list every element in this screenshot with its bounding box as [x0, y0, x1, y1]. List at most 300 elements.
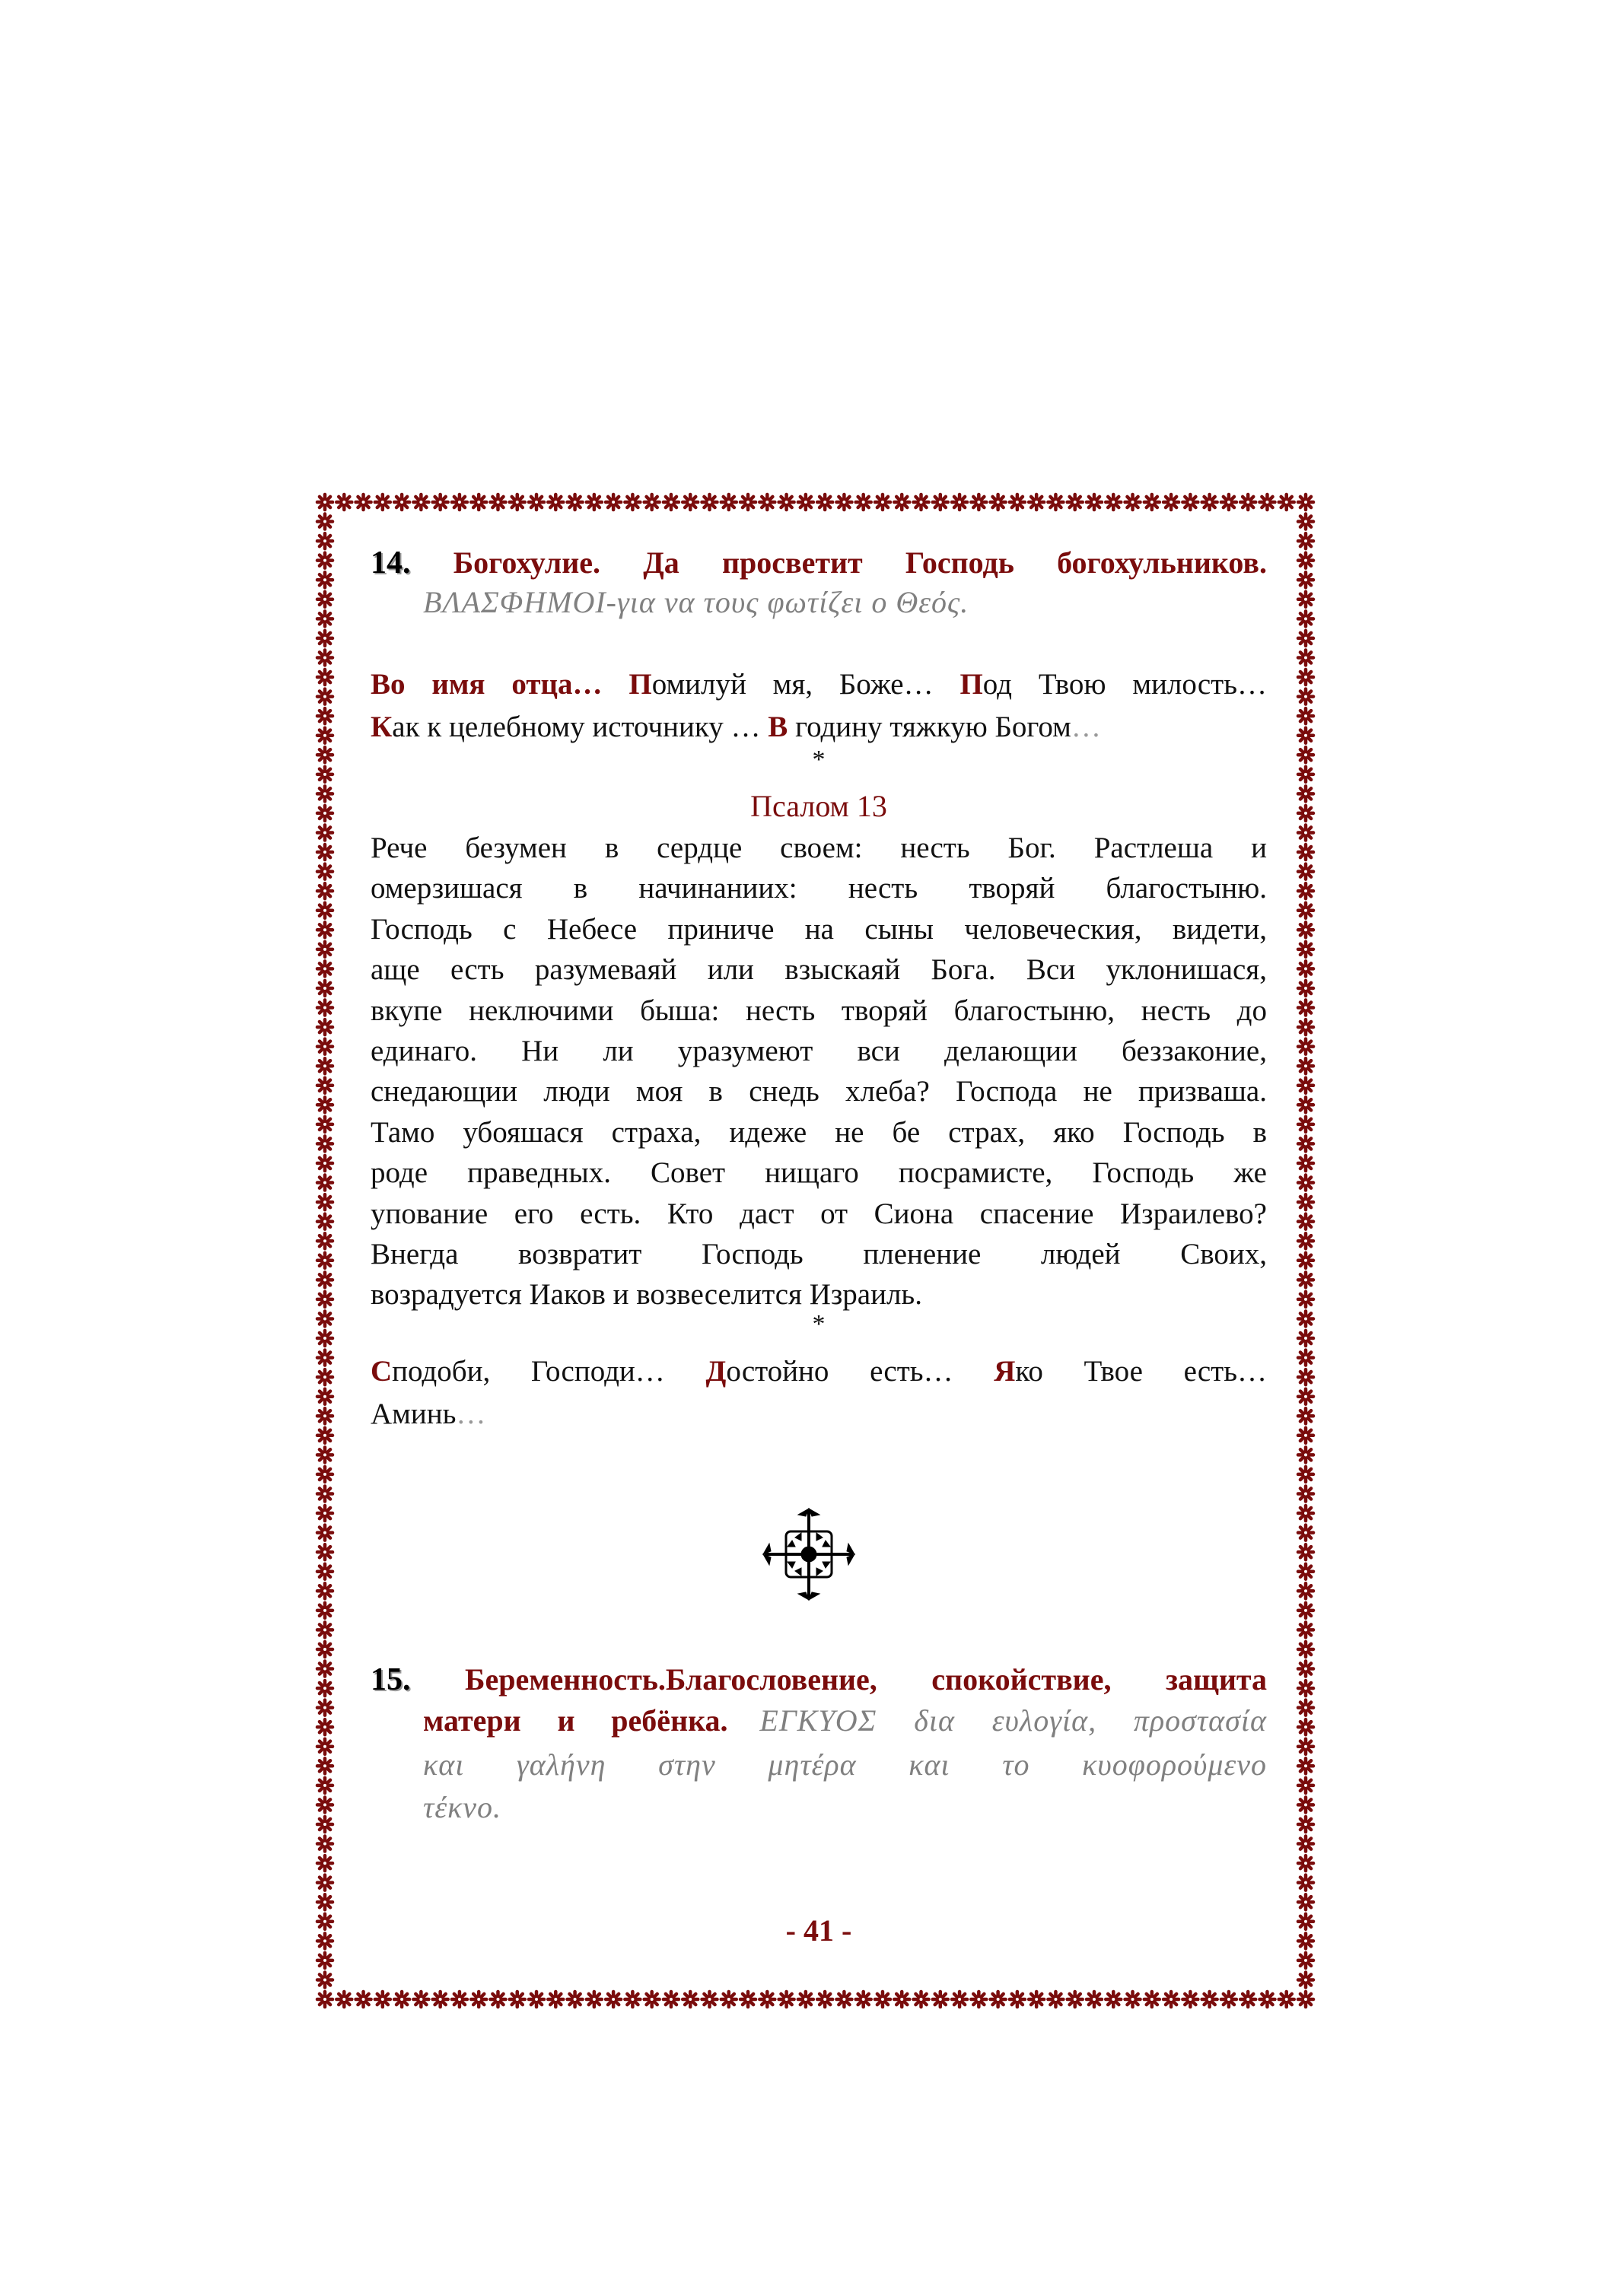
asterisk-icon [625, 494, 640, 510]
asterisk-icon [721, 1992, 737, 2007]
asterisk-icon [1298, 1428, 1313, 1443]
asterisk-icon [317, 1039, 333, 1054]
floral-cross-ornament-icon [761, 1506, 857, 1602]
asterisk-icon [1298, 942, 1313, 957]
asterisk-icon [721, 494, 737, 510]
asterisk-icon [317, 1233, 333, 1248]
asterisk-icon [548, 1992, 563, 2007]
greek-subtitle-line-4: τέκνο. [423, 1790, 502, 1824]
red-initial: Я [994, 1355, 1016, 1388]
asterisk-icon [317, 1914, 333, 1929]
asterisk-icon [317, 1486, 333, 1501]
separator-asterisk: * [812, 1310, 826, 1338]
asterisk-icon [1298, 1311, 1313, 1326]
text-segment: … [456, 1398, 486, 1430]
asterisk-icon [875, 1992, 890, 2007]
asterisk-icon [1182, 494, 1198, 510]
section-15-heading: 15. Беременность.Благословение, спокойствие, защита [371, 1662, 1268, 1697]
greek-subtitle-line-3: και γαλήνη στην μητέρα και το κυοφορούμενο [423, 1747, 1267, 1782]
asterisk-icon [1298, 747, 1313, 762]
section-14-heading: 14. Богохулие. Да просветит Господь богохульников. [371, 545, 1268, 580]
asterisk-icon [317, 1797, 333, 1812]
closing-line [371, 1394, 1267, 1435]
asterisk-icon [317, 1817, 333, 1832]
asterisk-icon [548, 494, 563, 510]
asterisk-icon [317, 922, 333, 937]
asterisk-icon [1087, 494, 1102, 510]
text-segment: остойно есть… [726, 1355, 994, 1388]
asterisk-icon [1298, 1856, 1313, 1871]
red-initial: Д [705, 1355, 727, 1388]
asterisk-icon [1298, 1583, 1313, 1598]
asterisk-icon [1298, 1817, 1313, 1832]
asterisk-icon [1298, 1331, 1313, 1346]
asterisk-icon [1298, 572, 1313, 587]
asterisk-icon [1298, 767, 1313, 782]
asterisk-icon [1298, 1272, 1313, 1287]
asterisk-icon [1298, 1603, 1313, 1618]
asterisk-icon [1182, 1992, 1198, 2007]
asterisk-icon [952, 1992, 967, 2007]
asterisk-icon [1298, 708, 1313, 723]
asterisk-icon [606, 1992, 621, 2007]
asterisk-icon [817, 1992, 832, 2007]
asterisk-icon [317, 1350, 333, 1366]
asterisk-icon [952, 494, 967, 510]
asterisk-icon [1298, 1836, 1313, 1852]
asterisk-icon [587, 1992, 602, 2007]
asterisk-icon [317, 1894, 333, 1910]
asterisk-icon [894, 1992, 909, 2007]
asterisk-icon [1010, 1992, 1025, 2007]
asterisk-icon [317, 1194, 333, 1210]
asterisk-icon [1298, 1292, 1313, 1307]
asterisk-icon [875, 494, 890, 510]
asterisk-icon [1298, 1233, 1313, 1248]
asterisk-icon [1029, 494, 1044, 510]
asterisk-icon [317, 1953, 333, 1968]
asterisk-icon [471, 1992, 486, 2007]
asterisk-icon [1298, 981, 1313, 996]
asterisk-icon [856, 1992, 871, 2007]
asterisk-icon [317, 1544, 333, 1560]
asterisk-icon [1298, 611, 1313, 626]
asterisk-icon [1298, 1700, 1313, 1716]
asterisk-icon [759, 1992, 775, 2007]
asterisk-icon [317, 1117, 333, 1132]
asterisk-icon [356, 494, 371, 510]
asterisk-icon [1259, 494, 1275, 510]
asterisk-icon [1202, 494, 1217, 510]
asterisk-icon [971, 1992, 986, 2007]
asterisk-icon [317, 1972, 333, 1987]
asterisk-icon [1298, 1758, 1313, 1773]
asterisk-icon [1298, 1117, 1313, 1132]
asterisk-icon [1298, 1797, 1313, 1812]
asterisk-icon [664, 1992, 679, 2007]
asterisk-icon [1298, 1933, 1313, 1948]
asterisk-icon [317, 631, 333, 646]
text-segment: ак к целебному источнику … [392, 711, 769, 743]
psalm-line: Рече безумен в сердце своем: несть Бог. Растлеша и [371, 832, 1267, 864]
asterisk-icon [1298, 1039, 1313, 1054]
asterisk-icon [394, 1992, 409, 2007]
asterisk-icon [317, 1292, 333, 1307]
asterisk-icon [317, 1992, 333, 2007]
asterisk-icon [317, 1933, 333, 1948]
asterisk-icon [452, 1992, 467, 2007]
asterisk-icon [433, 494, 448, 510]
asterisk-icon [1298, 494, 1313, 510]
asterisk-icon [1259, 1992, 1275, 2007]
asterisk-icon [664, 494, 679, 510]
asterisk-icon [1298, 961, 1313, 976]
asterisk-icon [1279, 494, 1294, 510]
asterisk-icon [1298, 1486, 1313, 1501]
asterisk-icon [336, 494, 352, 510]
asterisk-icon [1298, 650, 1313, 665]
intro-line [371, 707, 1267, 748]
asterisk-icon [1087, 1992, 1102, 2007]
asterisk-icon [317, 553, 333, 568]
red-initial: С [371, 1355, 393, 1388]
asterisk-icon [317, 572, 333, 587]
asterisk-icon [914, 494, 929, 510]
text-segment: од Твою милость… [982, 668, 1267, 701]
asterisk-icon [452, 494, 467, 510]
psalm-line: омерзишася в начинаниих: несть творяй благостыню. [371, 872, 1267, 905]
asterisk-icon [317, 1000, 333, 1016]
asterisk-icon [817, 494, 832, 510]
asterisk-icon [1298, 1778, 1313, 1793]
asterisk-icon [317, 844, 333, 860]
asterisk-icon [471, 494, 486, 510]
asterisk-icon [1298, 533, 1313, 549]
asterisk-icon [317, 1156, 333, 1171]
asterisk-icon [317, 1856, 333, 1871]
asterisk-icon [317, 1369, 333, 1385]
intro-line [371, 664, 1267, 705]
asterisk-icon [1298, 922, 1313, 937]
page-number: - 41 - [785, 1913, 852, 1948]
asterisk-icon [317, 942, 333, 957]
asterisk-icon [933, 1992, 948, 2007]
asterisk-icon [317, 961, 333, 976]
asterisk-icon [317, 1428, 333, 1443]
asterisk-icon [317, 650, 333, 665]
asterisk-icon [490, 494, 505, 510]
section-number: 15 [371, 1662, 403, 1697]
asterisk-icon [1125, 494, 1141, 510]
asterisk-icon [568, 494, 583, 510]
asterisk-icon [317, 1506, 333, 1521]
asterisk-icon [317, 1019, 333, 1035]
psalm-line: снедающии люди моя в снедь хлеба? Господа не призваша. [371, 1075, 1267, 1108]
asterisk-icon [1298, 1408, 1313, 1423]
asterisk-icon [971, 494, 986, 510]
asterisk-icon [1298, 1894, 1313, 1910]
asterisk-icon [1298, 1019, 1313, 1035]
asterisk-icon [317, 883, 333, 898]
asterisk-icon [779, 1992, 794, 2007]
asterisk-icon [1298, 786, 1313, 801]
asterisk-icon [1298, 689, 1313, 704]
psalm-title: Псалом 13 [750, 789, 887, 823]
asterisk-icon [375, 494, 390, 510]
text-segment [602, 668, 629, 701]
section-title-line-2: матери и ребёнка. [423, 1703, 728, 1738]
asterisk-icon [1298, 1253, 1313, 1268]
asterisk-icon [317, 728, 333, 743]
asterisk-icon [433, 1992, 448, 2007]
asterisk-icon [317, 592, 333, 607]
asterisk-icon [317, 1097, 333, 1112]
asterisk-icon [1298, 631, 1313, 646]
asterisk-icon [798, 494, 813, 510]
asterisk-icon [1298, 592, 1313, 607]
asterisk-icon [1298, 806, 1313, 821]
asterisk-icon [317, 1331, 333, 1346]
asterisk-icon [317, 1642, 333, 1657]
asterisk-icon [317, 767, 333, 782]
asterisk-icon [413, 1992, 428, 2007]
asterisk-icon [1298, 1992, 1313, 2007]
asterisk-icon [1298, 1972, 1313, 1987]
text-segment: подоби, Господи… [392, 1355, 706, 1388]
asterisk-icon [317, 1525, 333, 1541]
asterisk-icon [317, 1603, 333, 1618]
greek-subtitle: ΕΓΚΥΟΣ δια ευλογία, προστασία [759, 1703, 1268, 1738]
asterisk-icon [317, 1311, 333, 1326]
psalm-line: единаго. Ни ли уразумеют вси делающии беззаконие, [371, 1035, 1267, 1067]
asterisk-icon [1298, 1662, 1313, 1677]
asterisk-icon [1298, 1214, 1313, 1229]
section-title: Богохулие. Да просветит Господь богохульников. [453, 545, 1268, 580]
asterisk-icon [1298, 1078, 1313, 1093]
asterisk-icon [740, 494, 756, 510]
asterisk-icon [317, 1700, 333, 1716]
asterisk-icon [1163, 1992, 1179, 2007]
asterisk-icon [1298, 1739, 1313, 1754]
asterisk-icon [606, 494, 621, 510]
asterisk-icon [317, 786, 333, 801]
asterisk-icon [1202, 1992, 1217, 2007]
asterisk-icon [317, 903, 333, 918]
asterisk-icon [1298, 1953, 1313, 1968]
asterisk-icon [1240, 494, 1255, 510]
asterisk-icon [644, 494, 660, 510]
asterisk-icon [1298, 1564, 1313, 1579]
asterisk-icon [1298, 825, 1313, 840]
asterisk-icon [779, 494, 794, 510]
psalm-line: упование его есть. Кто даст от Сиона спасение Израилево? [371, 1197, 1267, 1230]
asterisk-icon [317, 1253, 333, 1268]
asterisk-icon [1298, 1875, 1313, 1891]
asterisk-icon [740, 1992, 756, 2007]
asterisk-icon [1298, 1194, 1313, 1210]
asterisk-icon [317, 1389, 333, 1404]
asterisk-icon [836, 494, 851, 510]
asterisk-icon [1298, 1058, 1313, 1073]
asterisk-icon [1298, 553, 1313, 568]
asterisk-icon [1144, 1992, 1160, 2007]
asterisk-icon [1298, 1000, 1313, 1016]
red-initial: К [371, 711, 393, 743]
asterisk-icon [1298, 1467, 1313, 1482]
asterisk-icon [317, 1662, 333, 1677]
asterisk-icon [317, 1758, 333, 1773]
asterisk-icon [394, 494, 409, 510]
text-segment: годину тяжкую Богом [788, 711, 1071, 743]
psalm-line: роде праведных. Совет нищаго посрамисте, Господь же [371, 1156, 1267, 1190]
asterisk-icon [1298, 669, 1313, 685]
asterisk-icon [317, 747, 333, 762]
asterisk-icon [683, 1992, 698, 2007]
asterisk-icon [1298, 1136, 1313, 1151]
greek-subtitle: ΒΛΑΣΦΗΜΟΙ-για να τους φωτίζει ο Θεός. [423, 585, 969, 619]
asterisk-icon [1298, 1681, 1313, 1696]
asterisk-icon [1298, 864, 1313, 879]
asterisk-icon [317, 669, 333, 685]
asterisk-icon [317, 1447, 333, 1462]
asterisk-icon [317, 1467, 333, 1482]
psalm-line: Господь с Небесе приниче на сыны человеческия, видети, [371, 912, 1267, 946]
asterisk-icon [317, 611, 333, 626]
asterisk-icon [317, 1058, 333, 1073]
asterisk-icon [1298, 1389, 1313, 1404]
asterisk-icon [1221, 1992, 1236, 2007]
asterisk-icon [1106, 1992, 1121, 2007]
red-initial: В [768, 711, 788, 743]
asterisk-icon [759, 494, 775, 510]
asterisk-icon [375, 1992, 390, 2007]
asterisk-icon [1298, 1719, 1313, 1735]
asterisk-icon [336, 1992, 352, 2007]
asterisk-icon [914, 1992, 929, 2007]
asterisk-icon [317, 1175, 333, 1191]
asterisk-icon [1298, 728, 1313, 743]
asterisk-icon [1010, 494, 1025, 510]
separator-asterisk: * [812, 746, 826, 774]
text-segment: омилуй мя, Боже… [651, 668, 960, 701]
red-initial: П [629, 668, 652, 701]
closing-line [371, 1351, 1267, 1392]
section-number: 14 [371, 545, 403, 580]
text-segment: Аминь [371, 1398, 457, 1430]
asterisk-icon [317, 1622, 333, 1637]
text-segment: … [1071, 711, 1101, 743]
asterisk-icon [1298, 1156, 1313, 1171]
asterisk-icon [1240, 1992, 1255, 2007]
asterisk-icon [529, 1992, 544, 2007]
asterisk-icon [317, 1778, 333, 1793]
asterisk-icon [317, 494, 333, 510]
asterisk-icon [933, 494, 948, 510]
asterisk-icon [1298, 1506, 1313, 1521]
asterisk-icon [317, 1214, 333, 1229]
psalm-line: Внегда возвратит Господь пленение людей Своих, [371, 1238, 1267, 1270]
asterisk-icon [317, 1739, 333, 1754]
asterisk-icon [317, 1272, 333, 1287]
asterisk-icon [798, 1992, 813, 2007]
asterisk-icon [1048, 494, 1063, 510]
red-initial: П [959, 668, 983, 701]
asterisk-icon [702, 1992, 717, 2007]
asterisk-icon [1298, 1622, 1313, 1637]
asterisk-icon [1144, 494, 1160, 510]
asterisk-icon [317, 1564, 333, 1579]
text-segment: Во имя отца… [371, 668, 603, 701]
asterisk-icon [1298, 1175, 1313, 1191]
section-15-line-2 [423, 1703, 1267, 1738]
asterisk-icon [1298, 1350, 1313, 1366]
asterisk-icon [317, 1408, 333, 1423]
asterisk-icon [510, 494, 525, 510]
asterisk-icon [317, 1078, 333, 1093]
asterisk-icon [317, 708, 333, 723]
asterisk-icon [413, 494, 428, 510]
asterisk-icon [644, 1992, 660, 2007]
asterisk-icon [317, 1583, 333, 1598]
asterisk-icon [702, 494, 717, 510]
asterisk-icon [856, 494, 871, 510]
asterisk-icon [1298, 844, 1313, 860]
asterisk-icon [1298, 514, 1313, 529]
asterisk-icon [1068, 1992, 1083, 2007]
asterisk-icon [317, 1136, 333, 1151]
asterisk-icon [317, 806, 333, 821]
asterisk-icon [317, 981, 333, 996]
asterisk-icon [317, 1836, 333, 1852]
asterisk-icon [683, 494, 698, 510]
asterisk-icon [1125, 1992, 1141, 2007]
asterisk-icon [529, 494, 544, 510]
asterisk-icon [317, 864, 333, 879]
asterisk-icon [317, 689, 333, 704]
asterisk-icon [317, 1875, 333, 1891]
asterisk-icon [490, 1992, 505, 2007]
asterisk-icon [317, 1719, 333, 1735]
asterisk-icon [894, 494, 909, 510]
asterisk-icon [587, 494, 602, 510]
section-title-line-1: Беременность.Благословение, спокойствие, защита [465, 1662, 1268, 1697]
asterisk-icon [1298, 1369, 1313, 1385]
asterisk-icon [625, 1992, 640, 2007]
asterisk-icon [1298, 1097, 1313, 1112]
asterisk-icon [1298, 1642, 1313, 1657]
asterisk-icon [317, 825, 333, 840]
asterisk-icon [836, 1992, 851, 2007]
asterisk-icon [1163, 494, 1179, 510]
asterisk-icon [1068, 494, 1083, 510]
psalm-line: аще есть разумеваяй или взыскаяй Бога. Вси уклонишася, [371, 953, 1267, 987]
asterisk-icon [1298, 1525, 1313, 1541]
text-segment: ко Твое есть… [1015, 1355, 1267, 1388]
asterisk-icon [317, 533, 333, 549]
asterisk-icon [1298, 903, 1313, 918]
psalm-line: возрадуется Иаков и возвеселится Израиль. [371, 1278, 922, 1312]
asterisk-icon [510, 1992, 525, 2007]
asterisk-icon [1298, 1544, 1313, 1560]
asterisk-icon [568, 1992, 583, 2007]
psalm-line: вкупе неключими быша: несть творяй благостыню, несть до [371, 994, 1267, 1027]
asterisk-icon [1048, 1992, 1063, 2007]
asterisk-icon [1298, 1914, 1313, 1929]
asterisk-icon [317, 1681, 333, 1696]
asterisk-icon [1298, 1447, 1313, 1462]
asterisk-icon [1106, 494, 1121, 510]
psalm-line: Тамо убояшася страха, идеже не бе страх, яко Господь в [371, 1115, 1267, 1149]
